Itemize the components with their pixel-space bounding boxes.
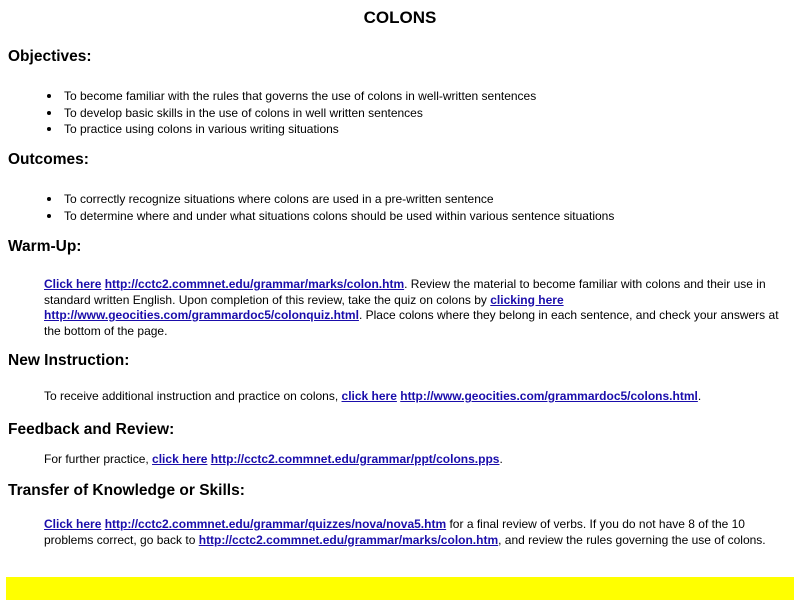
warmup-quiz-url-link[interactable]: http://www.geocities.com/grammardoc5/colonquiz.html	[44, 308, 359, 322]
feedback-paragraph	[44, 452, 789, 468]
new-instruction-url-link[interactable]: http://www.geocities.com/grammardoc5/colons.html	[400, 389, 698, 403]
list-item: To develop basic skills in the use of colons in well written sentences	[64, 105, 536, 122]
transfer-text-1: for a final review of verbs. If you do not have 8 of the 10 problems correct, go back to	[44, 517, 745, 547]
warmup-clicking-here-link[interactable]: clicking here	[490, 292, 564, 307]
feedback-text-2: .	[499, 452, 503, 466]
feedback-click-here-link[interactable]: click here	[152, 452, 208, 466]
transfer-nova-url-link[interactable]: http://cctc2.commnet.edu/grammar/quizzes/nova/nova5.htm	[104, 517, 447, 531]
new-instruction-text-1: To receive additional instruction and practice on colons,	[44, 389, 342, 403]
objectives-list	[0, 88, 536, 138]
warmup-paragraph	[44, 277, 789, 339]
warmup-click-here-link[interactable]: Click here	[44, 277, 102, 291]
warmup-colon-url-link[interactable]: http://cctc2.commnet.edu/grammar/marks/colon.htm	[104, 277, 405, 291]
new-instruction-text-2: .	[697, 389, 702, 403]
new-instruction-click-here-link[interactable]: click here	[341, 389, 397, 403]
objectives-heading: Objectives:	[8, 48, 92, 65]
transfer-colon-url-link[interactable]: http://cctc2.commnet.edu/grammar/marks/colon.htm	[198, 532, 499, 547]
list-item: To practice using colons in various writing situations	[64, 121, 536, 138]
feedback-url-link[interactable]: http://cctc2.commnet.edu/grammar/ppt/colons.pps	[210, 452, 500, 466]
list-item: To determine where and under what situations colons should be used within various sentence situations	[64, 208, 615, 223]
new-instruction-heading: New Instruction:	[8, 352, 130, 369]
outcomes-list	[0, 191, 614, 224]
warmup-heading: Warm-Up:	[8, 238, 82, 255]
transfer-paragraph	[44, 517, 789, 548]
transfer-heading: Transfer of Knowledge or Skills:	[8, 482, 245, 499]
list-item: To correctly recognize situations where colons are used in a pre-written sentence	[64, 191, 614, 208]
feedback-heading: Feedback and Review:	[8, 421, 175, 438]
transfer-text-2: , and review the rules governing the use of colons.	[498, 532, 766, 547]
footer-yellow-bar	[6, 577, 794, 600]
transfer-click-here-link[interactable]: Click here	[44, 517, 102, 531]
list-item: To become familiar with the rules that governs the use of colons in well-written sentences	[64, 89, 537, 103]
warmup-text-2: . Place colons where they belong in each sentence, and check your answers at the bottom of the page.	[44, 308, 779, 338]
feedback-text-1: For further practice,	[44, 452, 153, 466]
outcomes-heading: Outcomes:	[8, 151, 89, 168]
warmup-text-1: . Review the material to become familiar with colons and their use in standard written English. Upon completion of this review, take the quiz on colons by	[44, 277, 766, 307]
new-instruction-paragraph	[44, 389, 789, 405]
page-title: COLONS	[363, 8, 437, 27]
